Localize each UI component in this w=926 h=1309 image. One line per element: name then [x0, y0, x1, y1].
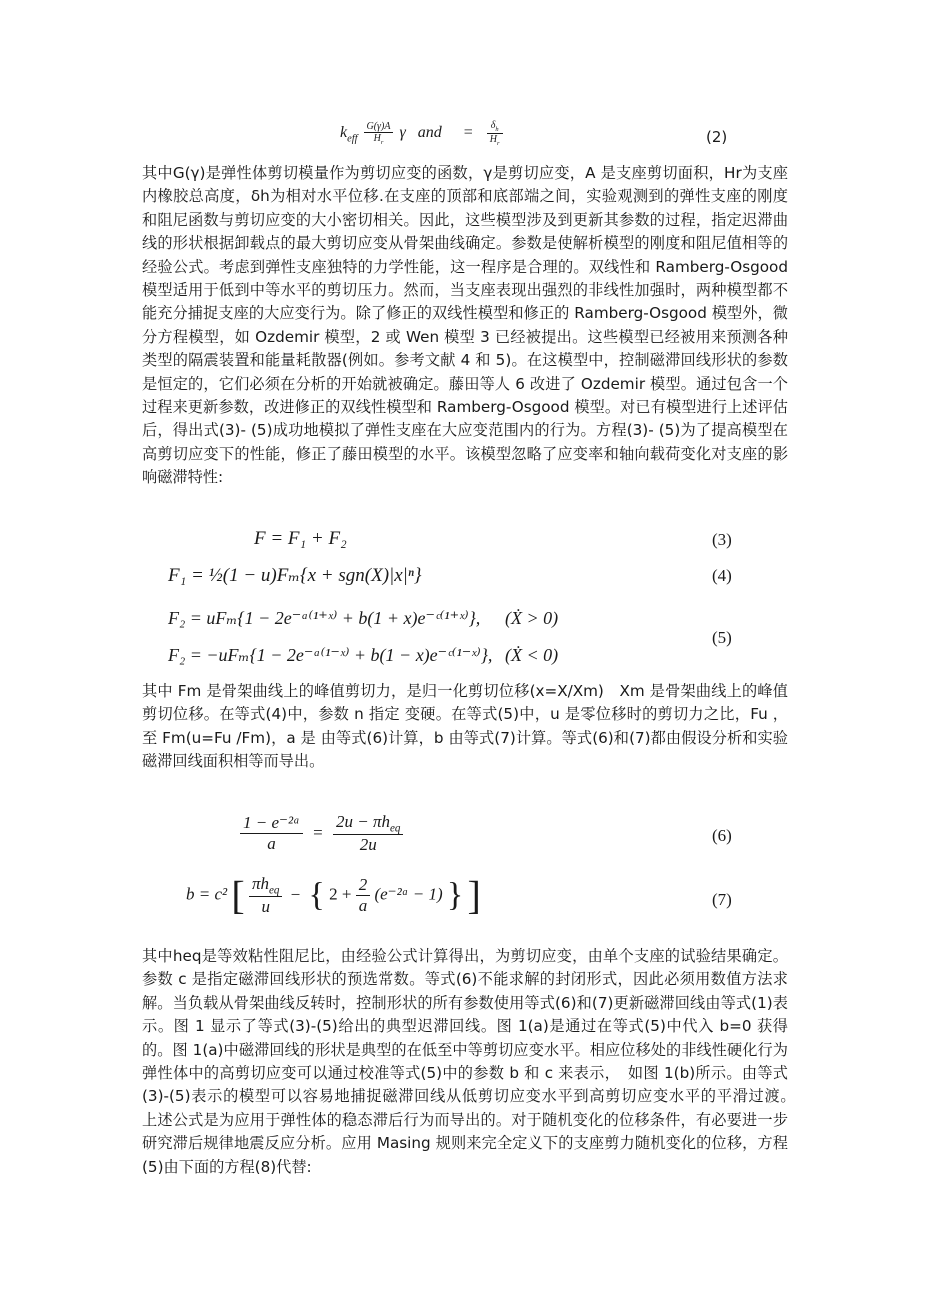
- equation-5-cond-1: (Ẋ > 0): [505, 608, 559, 628]
- equation-5-line-1: F₂ = uFₘ{1 − 2e⁻ᵃ⁽¹⁺ˣ⁾ + b(1 + x)e⁻ᶜ⁽¹⁺ˣ⁾},: [168, 608, 481, 628]
- equation-4: F₁ = ½(1 − u)Fₘ{x + sgn(X)|x|ⁿ}: [168, 565, 422, 586]
- eq2-delta-num: δ: [490, 120, 496, 131]
- equation-4-number: (4): [712, 566, 732, 585]
- eq6-lhs-den: a: [267, 834, 276, 854]
- equation-5-cond-2: (Ẋ < 0): [505, 645, 559, 665]
- eq2-k-sub: eff: [347, 133, 358, 145]
- eq7-right-brace: }: [446, 876, 464, 914]
- equation-6: [240, 812, 403, 855]
- eq7-frac1-den: u: [261, 897, 270, 917]
- eq2-frac-den-sub: r: [380, 139, 384, 146]
- equation-3-number: (3): [712, 530, 732, 549]
- eq7-inner-two: 2 +: [329, 884, 352, 904]
- equation-7-number: (7): [712, 890, 732, 909]
- eq6-lhs-num: 1 − e⁻²ᵃ: [240, 813, 303, 834]
- paragraph-3: 其中heq是等效粘性阻尼比，由经验公式计算得出，为剪切应变，由单个支座的试验结果确定。参数 c 是指定磁滞回线形状的预选常数。等式(6)不能求解的封闭形式，因此必须用数值方法求解。当负载从骨架曲线反转时，控制形状的所有参数使用等式(6)和(7)更新磁滞回线由等式(1)表示。图 1 显示了等式(3)-(5)给出的典型迟滞回线。图 1(a)是通过在等式(5)中代入 b=0 获得的。图 1(a)中磁滞回线的形状是典型的在低至中等剪切应变水平。相应位移处的非线性硬化行为弹性体中的高剪切应变可以通过校准等式(5)中的参数 b 和 c 来表示， 如图 1(b)所示。由等式(3)-(5)表示的模型可以容易地捕捉磁滞回线从低剪切应变水平到高剪切应变水平的平滑过渡。 上述公式是为应用于弹性体的稳态滞后行为而导出的。对于随机变化的位移条件，有必要进一步研究滞后规律地震反应分析。应用 Masing 规则来完全定义下的支座剪力随机变化的位移，方程(5)由下面的方程(8)代替:: [142, 947, 804, 1176]
- eq7-left-bracket: [: [231, 872, 245, 918]
- equation-2: [340, 120, 503, 147]
- eq2-frac-num: G(γ)A: [364, 121, 394, 133]
- eq2-k: k: [340, 124, 348, 142]
- eq2-frac-den: H: [373, 133, 381, 144]
- eq6-equals: =: [313, 822, 323, 842]
- eq2-delta-den-sub: r: [497, 140, 500, 147]
- eq2-gamma: γ: [399, 124, 406, 142]
- eq7-frac2-den: a: [358, 896, 368, 916]
- eq7-frac1-num: πh: [251, 874, 269, 893]
- eq7-frac2-num: 2: [356, 875, 371, 896]
- equation-3: F = F₁ + F₂: [254, 528, 347, 549]
- eq7-tail: (e⁻²ᵃ − 1): [374, 884, 443, 904]
- paragraph-1: 其中G(γ)是弹性体剪切模量作为剪切应变的函数，γ是剪切应变，A 是支座剪切面积，Hr为支座内橡胶总高度，δh为相对水平位移.在支座的顶部和底部端之间，实验观测到的弹性支座的刚度和阻尼函数与剪切应变的大小密切相关。因此，这些模型涉及到更新其参数的过程，指定迟滞曲线的形状根据卸载点的最大剪切应变从骨架曲线确定。参数是使解析模型的刚度和阻尼值相等的经验公式。考虑到弹性支座独特的力学性能，这一程序是合理的。双线性和 Ramberg-Osgood 模型适用于低到中等水平的剪切压力。然而，当支座表现出强烈的非线性加强时，两种模型都不能充分捕捉支座的大应变行为。除了修正的双线性模型和修正的 Ramberg-Osgood 模型外，微分方程模型，如 Ozdemir 模型，2 或 Wen 模型 3 已经被提出。这些模型已经被用来预测各种类型的隔震装置和能量耗散器(例如。参考文献 4 和 5)。在这模型中，控制磁滞回线形状的参数是恒定的，它们必须在分析的开始就被确定。藤田等人 6 改进了 Ozdemir 模型。通过包含一个过程来更新参数，改进修正的双线性模型和 Ramberg-Osgood 模型。对已有模型进行上述评估后，得出式(3)- (5)成功地模拟了弹性支座在大应变范围内的行为。方程(3)- (5)为了提高模型在高剪切应变下的性能，修正了藤田模型的水平。该模型忽略了应变率和轴向载荷变化对支座的影响磁滞特性:: [142, 164, 788, 487]
- eq7-left-brace: {: [308, 876, 325, 914]
- equation-5-line-2: F₂ = −uFₘ{1 − 2e⁻ᵃ⁽¹⁻ˣ⁾ + b(1 − x)e⁻ᶜ⁽¹⁻ˣ⁾},: [168, 645, 493, 665]
- equation-7: [186, 874, 481, 917]
- equation-6-number: (6): [712, 826, 732, 845]
- eq7-frac1-num-sub: eq: [268, 884, 280, 897]
- equation-2-number: (2): [706, 128, 728, 146]
- eq2-delta-num-sub: h: [495, 126, 499, 133]
- equation-5-number: (5): [712, 628, 732, 647]
- paragraph-2: 其中 Fm 是骨架曲线上的峰值剪切力，是归一化剪切位移(x=X/Xm) Xm 是骨架曲线上的峰值剪切位移。在等式(4)中，参数 n 指定 变硬。在等式(5)中，u 是零位移时的剪切力之比，Fu ，至 Fm(u=Fu /Fm)，a 是 由等式(6)计算，b 由等式(7)计算。等式(6)和(7)都由假设分析和实验磁滞回线面积相等而导出。: [142, 682, 788, 771]
- eq2-delta-den: H: [489, 134, 498, 145]
- eq2-equals: =: [463, 124, 473, 142]
- eq2-and: and: [417, 124, 442, 142]
- eq6-rhs-num-sub: eq: [389, 822, 401, 835]
- eq7-minus: −: [290, 884, 301, 904]
- eq7-lhs: b = c²: [186, 884, 228, 904]
- eq6-rhs-num: 2u − πh: [335, 812, 390, 831]
- eq7-right-bracket: ]: [467, 872, 481, 918]
- eq6-rhs-den: 2u: [359, 835, 377, 855]
